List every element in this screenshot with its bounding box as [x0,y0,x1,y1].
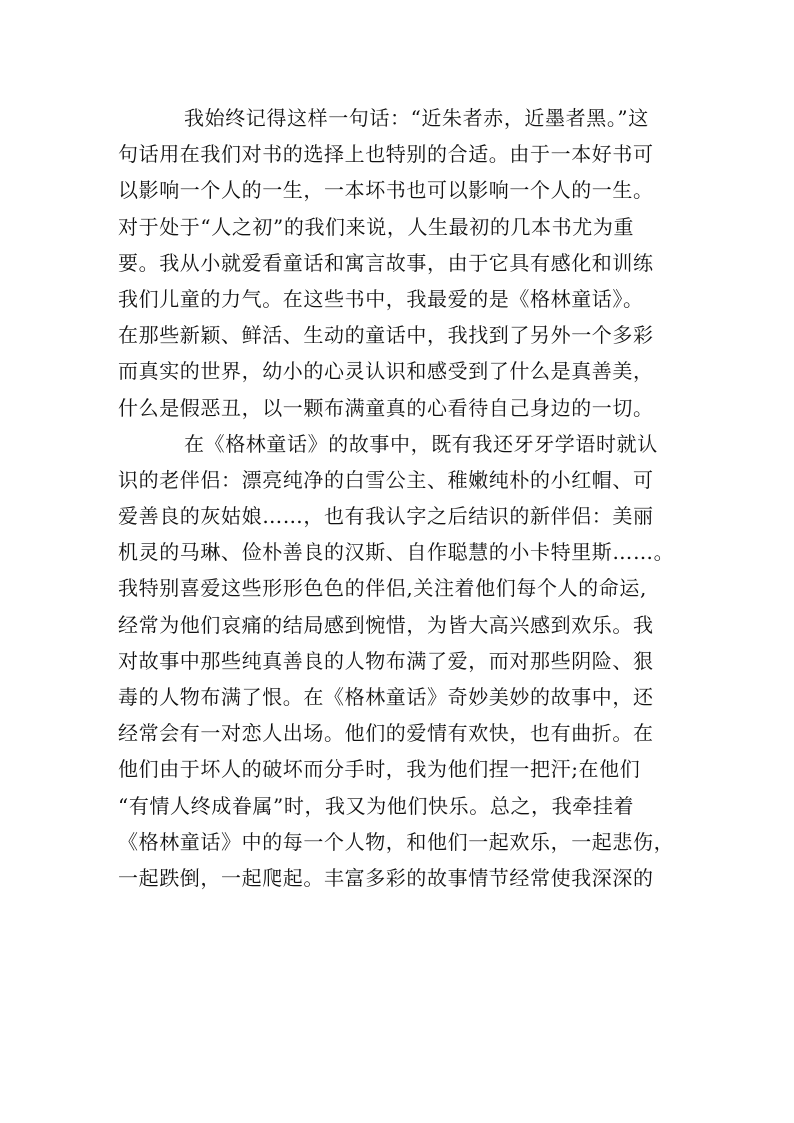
text-line: 在《格林童话》的故事中，既有我还牙牙学语时就认 [184,431,658,456]
text-line: 要。我从小就爱看童话和寓言故事，由于它具有感化和训练 [118,250,654,275]
text-line: 我特别喜爱这些形形色色的伴侣,关注着他们每个人的命运, [118,576,647,601]
text-line: 爱善良的灰姑娘……，也有我认字之后结识的新伴侣：美丽 [118,504,654,529]
text-line: 句话用在我们对书的选择上也特别的合适。由于一本好书可 [118,142,654,167]
text-line: 什么是假恶丑，以一颗布满童真的心看待自己身边的一切。 [118,395,654,420]
text-line: 我们儿童的力气。在这些书中，我最爱的是《格林童话》。 [118,286,644,311]
essay-body [118,100,688,896]
text-line: 而真实的世界，幼小的心灵认识和感受到了什么是真善美， [118,359,654,384]
text-line: 识的老伴侣：漂亮纯净的白雪公主、稚嫩纯朴的小红帽、可 [118,467,654,492]
text-line: 一起跌倒，一起爬起。丰富多彩的故事情节经常使我深深的 [118,865,654,890]
text-line: 经常会有一对恋人出场。他们的爱情有欢快，也有曲折。在 [118,721,654,746]
text-line: 以影响一个人的一生，一本坏书也可以影响一个人的一生。 [118,178,654,203]
text-line: 《格林童话》中的每一个人物，和他们一起欢乐，一起悲伤， [118,829,675,854]
text-line: 他们由于坏人的破坏而分手时，我为他们捏一把汗;在他们 [118,757,641,782]
text-line: 机灵的马琳、俭朴善良的汉斯、自作聪慧的小卡特里斯……。 [118,540,675,565]
text-line: 我始终记得这样一句话：“近朱者赤，近墨者黑。”这 [184,106,649,130]
text-line: 对于处于“人之初”的我们来说，人生最初的几本书尤为重 [118,214,635,239]
text-line: 对故事中那些纯真善良的人物布满了爱，而对那些阴险、狠 [118,648,654,673]
text-line: 毒的人物布满了恨。在《格林童话》奇妙美妙的故事中，还 [118,685,654,709]
text-line: 在那些新颖、鲜活、生动的童话中，我找到了另外一个多彩 [118,323,654,348]
text-line: “有情人终成眷属”时，我又为他们快乐。总之，我牵挂着 [118,793,635,818]
text-line: 经常为他们哀痛的结局感到惋惜，为皆大高兴感到欢乐。我 [118,612,654,637]
